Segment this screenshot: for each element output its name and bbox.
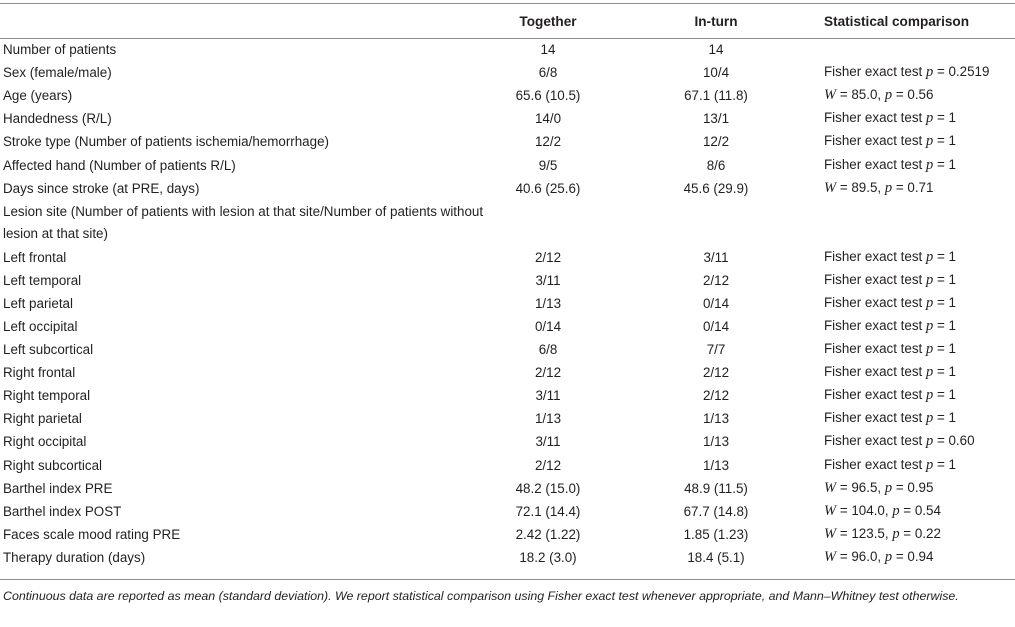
table-row — [0, 500, 1015, 523]
w-value: 89.5 — [851, 179, 878, 195]
w-value: 85.0 — [851, 87, 878, 103]
table-row — [0, 153, 1015, 176]
row-label: Left occipital — [3, 318, 78, 334]
p-value: 1 — [948, 456, 956, 472]
row-label: Days since stroke (at PRE, days) — [3, 180, 200, 196]
together-value: 1/13 — [534, 295, 562, 311]
table-row — [0, 407, 1015, 430]
in-turn-value: 18.4 (5.1) — [687, 549, 745, 565]
patient-characteristics-table — [0, 5, 1015, 569]
p-value: 0.54 — [914, 502, 941, 518]
row-label: Faces scale mood rating PRE — [3, 526, 181, 542]
in-turn-value: 1/13 — [702, 457, 730, 473]
row-label: Number of patients — [3, 42, 117, 58]
row-label: Right parietal — [3, 411, 82, 427]
p-symbol: p — [925, 110, 934, 127]
statistical-comparison: Fisher exact test p = 1 — [824, 271, 956, 288]
test-name: Fisher exact test — [824, 248, 923, 264]
in-turn-value: 7/7 — [706, 342, 726, 358]
p-value: 1 — [948, 271, 956, 287]
statistical-comparison: W = 96.5, p = 0.95 — [824, 479, 934, 496]
p-value: 1 — [948, 317, 956, 333]
together-value: 6/8 — [538, 342, 558, 358]
row-label: Right temporal — [3, 388, 91, 404]
table-row — [0, 477, 1015, 500]
p-symbol: p — [925, 248, 934, 265]
test-name: Fisher exact test — [824, 317, 923, 333]
w-value: 96.0 — [851, 548, 878, 564]
together-value: 18.2 (3.0) — [519, 549, 577, 565]
p-symbol: p — [925, 133, 934, 150]
row-label: Sex (female/male) — [3, 65, 112, 81]
table-header-row — [0, 5, 1015, 38]
table-row — [0, 246, 1015, 269]
p-symbol: p — [884, 479, 893, 496]
w-symbol: W — [824, 179, 837, 196]
together-value: 0/14 — [534, 318, 562, 334]
in-turn-value: 8/6 — [706, 157, 726, 173]
w-symbol: W — [824, 479, 837, 496]
in-turn-value: 45.6 (29.9) — [683, 180, 749, 196]
w-value: 123.5 — [851, 525, 885, 541]
table-row — [0, 130, 1015, 153]
statistical-comparison: Fisher exact test p = 0.60 — [824, 433, 975, 450]
statistical-comparison — [824, 200, 1015, 246]
p-value: 1 — [948, 410, 956, 426]
top-rule — [0, 3, 1015, 4]
together-value: 6/8 — [538, 65, 558, 81]
table-footnote: Continuous data are reported as mean (standard deviation). We report statistical comparison using Fisher exact test whenever appropriate, and Mann–Whitney test otherwise. — [3, 589, 959, 603]
together-value: 3/11 — [535, 388, 561, 404]
in-turn-value: 67.7 (14.8) — [683, 503, 749, 519]
table-row — [0, 430, 1015, 453]
table-row — [0, 84, 1015, 107]
together-value: 1/13 — [534, 411, 562, 427]
together-value: 2.42 (1.22) — [515, 526, 581, 542]
in-turn-value: 2/12 — [702, 388, 730, 404]
together-value: 48.2 (15.0) — [515, 480, 581, 496]
test-name: Fisher exact test — [824, 387, 923, 403]
test-name: Fisher exact test — [824, 133, 923, 149]
statistical-comparison: Fisher exact test p = 1 — [824, 364, 956, 381]
together-value: 65.6 (10.5) — [515, 88, 581, 104]
row-label: Left parietal — [3, 295, 73, 311]
p-symbol: p — [925, 410, 934, 427]
test-name: Fisher exact test — [824, 64, 923, 80]
test-name: Fisher exact test — [824, 294, 923, 310]
p-value: 1 — [948, 294, 956, 310]
p-symbol: p — [892, 525, 900, 542]
in-turn-value: 2/12 — [702, 365, 730, 381]
row-label: Lesion site (Number of patients with lesion at that site/Number of patients without lesion at that site) — [3, 204, 484, 242]
p-value: 1 — [948, 156, 956, 172]
p-value: 1 — [948, 110, 956, 126]
row-label: Affected hand (Number of patients R/L) — [3, 157, 236, 173]
p-symbol: p — [925, 294, 934, 311]
row-label: Left subcortical — [3, 342, 94, 358]
column-header-statistical-comparison: Statistical comparison — [824, 14, 970, 29]
w-symbol: W — [824, 548, 837, 565]
in-turn-value: 1.85 (1.23) — [683, 526, 749, 542]
in-turn-value: 67.1 (11.8) — [684, 88, 748, 104]
w-symbol: W — [824, 87, 837, 104]
test-name: Fisher exact test — [824, 364, 923, 380]
table-row — [0, 177, 1015, 200]
in-turn-value: 2/12 — [702, 272, 730, 288]
statistical-comparison: Fisher exact test p = 1 — [824, 133, 956, 150]
p-value: 0.56 — [907, 87, 934, 103]
table-row — [0, 61, 1015, 84]
together-value — [488, 200, 608, 246]
table-row — [0, 292, 1015, 315]
p-value: 0.2519 — [948, 64, 990, 80]
statistical-comparison: Fisher exact test p = 1 — [824, 156, 956, 173]
together-value: 14/0 — [534, 111, 562, 127]
together-value: 2/12 — [534, 365, 562, 381]
together-value: 12/2 — [534, 134, 562, 150]
together-value: 2/12 — [534, 457, 562, 473]
table-row — [0, 315, 1015, 338]
table-row — [0, 338, 1015, 361]
p-symbol: p — [925, 387, 934, 404]
statistical-comparison — [824, 38, 1015, 61]
in-turn-value: 1/13 — [702, 411, 730, 427]
row-label: Handedness (R/L) — [3, 111, 112, 127]
p-value: 0.94 — [907, 548, 934, 564]
column-header-label — [0, 5, 488, 38]
p-value: 0.22 — [914, 525, 941, 541]
statistical-comparison: Fisher exact test p = 1 — [824, 317, 956, 334]
in-turn-value: 0/14 — [702, 295, 730, 311]
test-name: Fisher exact test — [824, 271, 923, 287]
p-symbol: p — [884, 548, 893, 565]
in-turn-value: 0/14 — [702, 318, 730, 334]
p-value: 0.60 — [948, 433, 975, 449]
p-value: 1 — [948, 387, 956, 403]
together-value: 9/5 — [538, 157, 558, 173]
together-value: 14 — [540, 42, 556, 58]
p-symbol: p — [925, 271, 934, 288]
test-name: Fisher exact test — [824, 456, 923, 472]
in-turn-value: 48.9 (11.5) — [684, 480, 748, 496]
p-value: 1 — [948, 364, 956, 380]
table-row — [0, 361, 1015, 384]
statistical-comparison: W = 85.0, p = 0.56 — [824, 87, 934, 104]
row-label: Therapy duration (days) — [3, 549, 146, 565]
statistical-comparison: Fisher exact test p = 1 — [824, 456, 956, 473]
row-label: Barthel index POST — [3, 503, 122, 519]
row-label: Stroke type (Number of patients ischemia/hemorrhage) — [3, 134, 329, 150]
together-value: 40.6 (25.6) — [515, 180, 581, 196]
p-symbol: p — [925, 156, 934, 173]
in-turn-value: 14 — [708, 42, 724, 58]
p-symbol: p — [925, 456, 934, 473]
bottom-rule — [0, 579, 1015, 580]
in-turn-value: 3/11 — [703, 249, 729, 265]
test-name: Fisher exact test — [824, 410, 923, 426]
test-name: Fisher exact test — [824, 341, 923, 357]
statistical-comparison: W = 89.5, p = 0.71 — [824, 179, 934, 196]
test-name: Fisher exact test — [824, 110, 923, 126]
p-value: 0.95 — [907, 479, 934, 495]
table-row — [0, 200, 1015, 246]
in-turn-value: 1/13 — [702, 434, 730, 450]
together-value: 3/11 — [535, 434, 561, 450]
w-value: 96.5 — [851, 479, 878, 495]
together-value: 72.1 (14.4) — [515, 503, 581, 519]
w-symbol: W — [824, 502, 837, 519]
table-row — [0, 38, 1015, 61]
statistical-comparison: Fisher exact test p = 1 — [824, 110, 956, 127]
row-label: Right occipital — [3, 434, 87, 450]
p-symbol: p — [925, 364, 934, 381]
p-symbol: p — [925, 317, 934, 334]
row-label: Right subcortical — [3, 457, 102, 473]
test-name: Fisher exact test — [824, 156, 923, 172]
row-label: Right frontal — [3, 365, 76, 381]
statistical-comparison: W = 123.5, p = 0.22 — [824, 525, 941, 542]
statistical-comparison: Fisher exact test p = 0.2519 — [824, 64, 990, 81]
in-turn-value — [608, 200, 824, 246]
column-header-together: Together — [519, 14, 577, 29]
p-symbol: p — [884, 87, 893, 104]
p-symbol: p — [884, 179, 893, 196]
p-symbol: p — [925, 64, 934, 81]
p-value: 1 — [948, 133, 956, 149]
table-row — [0, 269, 1015, 292]
p-symbol: p — [925, 341, 934, 358]
w-symbol: W — [824, 525, 837, 542]
statistical-comparison: W = 96.0, p = 0.94 — [824, 548, 934, 565]
w-value: 104.0 — [851, 502, 885, 518]
table-row — [0, 384, 1015, 407]
statistical-comparison: Fisher exact test p = 1 — [824, 341, 956, 358]
p-symbol: p — [892, 502, 900, 519]
test-name: Fisher exact test — [824, 433, 923, 449]
statistical-comparison: Fisher exact test p = 1 — [824, 294, 956, 311]
row-label: Barthel index PRE — [3, 480, 113, 496]
row-label: Age (years) — [3, 88, 73, 104]
p-value: 1 — [948, 248, 956, 264]
table-row — [0, 546, 1015, 569]
in-turn-value: 13/1 — [702, 111, 730, 127]
together-value: 2/12 — [534, 249, 562, 265]
p-value: 1 — [948, 341, 956, 357]
p-value: 0.71 — [907, 179, 934, 195]
statistical-comparison: Fisher exact test p = 1 — [824, 387, 956, 404]
in-turn-value: 12/2 — [702, 134, 730, 150]
table-row — [0, 454, 1015, 477]
statistical-comparison: W = 104.0, p = 0.54 — [824, 502, 941, 519]
row-label: Left frontal — [3, 249, 67, 265]
in-turn-value: 10/4 — [702, 65, 730, 81]
together-value: 3/11 — [535, 272, 561, 288]
table-row — [0, 523, 1015, 546]
row-label: Left temporal — [3, 272, 82, 288]
table-body — [0, 38, 1015, 569]
column-header-in-turn: In-turn — [694, 14, 738, 29]
statistical-comparison: Fisher exact test p = 1 — [824, 248, 956, 265]
table-row — [0, 107, 1015, 130]
p-symbol: p — [925, 433, 934, 450]
statistical-comparison: Fisher exact test p = 1 — [824, 410, 956, 427]
